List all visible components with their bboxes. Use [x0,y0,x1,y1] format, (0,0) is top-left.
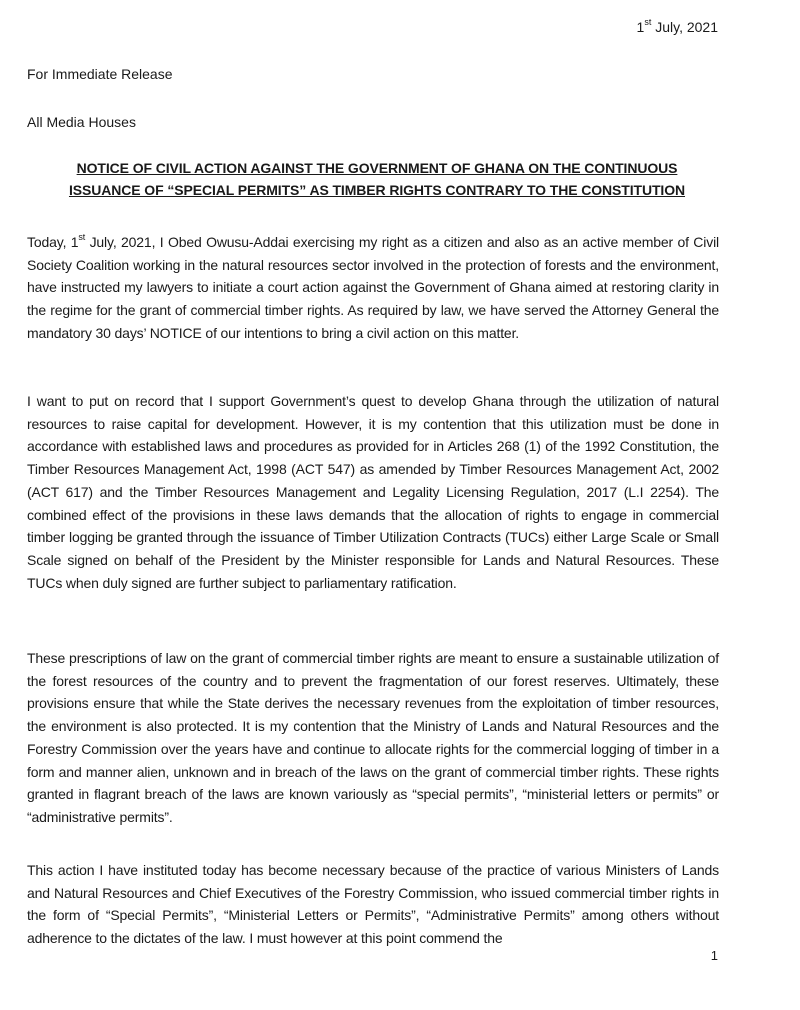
page-number: 1 [710,948,718,963]
release-date [637,17,718,37]
paragraph-4: This action I have instituted today has become necessary because of the practice of various Ministers of Lands and Natural Resources and Chief Executives of the Forestry Commission, who issued commercial timber rights in the form of “Special Permits”, “Ministerial Letters or Permits”, “Administrative Permits” among others without adherence to the dictates of the law. I must however at this point commend the [27,862,719,947]
audience-label: All Media Houses [27,114,136,130]
date-rest: July, 2021 [651,19,718,35]
notice-title: NOTICE OF CIVIL ACTION AGAINST THE GOVERNMENT OF GHANA ON THE CONTINUOUS ISSUANCE OF “SPECIAL PERMITS” AS TIMBER RIGHTS CONTRARY TO THE CONSTITUTION [68,160,686,198]
date-suffix: st [644,17,652,28]
paragraph-1-suffix: st [78,232,86,243]
date-day: 1 [636,19,645,35]
paragraph-1-start: Today, 1 [27,234,79,250]
release-label: For Immediate Release [27,66,173,82]
paragraph-2: I want to put on record that I support Government’s quest to develop Ghana through the utilization of natural resources to raise capital for development. However, it is my contention that this utilization must be done in accordance with established laws and procedures as provided for in Articles 268 (1) of the 1992 Constitution, the Timber Resources Management Act, 1998 (ACT 547) as amended by Timber Resources Management Act, 2002 (ACT 617) and the Timber Resources Management and Legality Licensing Regulation, 2017 (L.I 2254). The combined effect of the provisions in these laws demands that the allocation of rights to engage in commercial timber logging be granted through the issuance of Timber Utilization Contracts (TUCs) either Large Scale or Small Scale signed on behalf of the President by the Minister responsible for Lands and Natural Resources. These TUCs when duly signed are further subject to parliamentary ratification. [27,393,719,591]
paragraph-3: These prescriptions of law on the grant of commercial timber rights are meant to ensure a sustainable utilization of the forest resources of the country and to prevent the fragmentation of our forest reserves. Ultimately, these provisions ensure that while the State derives the necessary revenues from the exploitation of timber resources, the environment is also protected. It is my contention that the Ministry of Lands and Natural Resources and the Forestry Commission over the years have and continue to allocate rights for the commercial logging of timber in a form and manner alien, unknown and in breach of the laws on the grant of commercial timber rights. These rights granted in flagrant breach of the laws are known variously as “special permits”, “ministerial letters or permits” or “administrative permits”. [27,650,719,825]
paragraph-1 [27,231,719,345]
paragraph-1-rest: July, 2021, I Obed Owusu-Addai exercising my right as a citizen and also as an active member of Civil Society Coalition working in the natural resources sector involved in the protection of forests and the environment, have instructed my lawyers to initiate a court action against the Government of Ghana aimed at restoring clarity in the regime for the grant of commercial timber rights. As required by law, we have served the Attorney General the mandatory 30 days’ NOTICE of our intentions to bring a civil action on this matter. [27,234,719,341]
